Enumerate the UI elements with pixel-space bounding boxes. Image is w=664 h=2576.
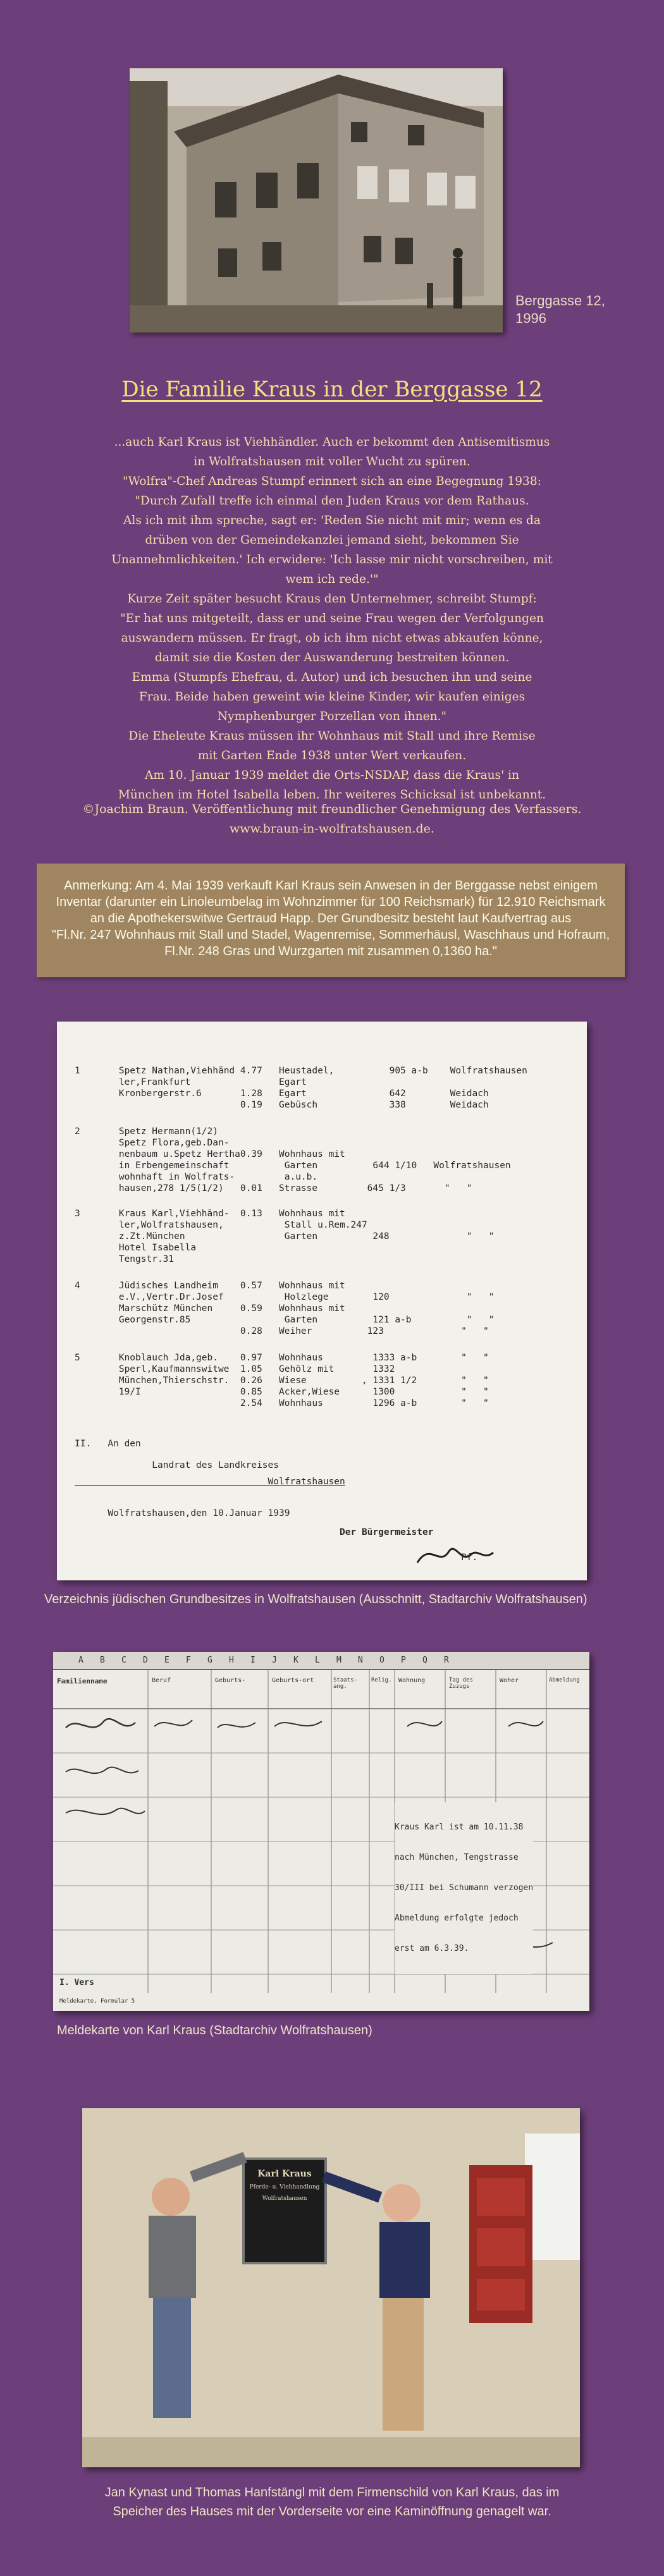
annotation-box <box>37 864 625 977</box>
text-line: Als ich mit ihm spreche, sagt er: 'Reden Sie nicht mit mir; wenn es da <box>123 514 541 527</box>
card-header: Familienname <box>57 1677 108 1685</box>
note-line: "Fl.Nr. 247 Wohnhaus mit Stall und Stadel, Wagenremise, Sommerhäusl, Waschhaus und Hofraum, <box>51 928 610 942</box>
doc-line: 0.19 Gebüsch 338 Weidach <box>75 1100 489 1110</box>
text-line: auswandern müssen. Er fragt, ob ich ihm nicht etwas abkaufen könne, <box>121 632 543 645</box>
card-letter: N <box>358 1656 363 1665</box>
card-letter: B <box>100 1656 105 1665</box>
card-typed-note <box>395 1802 533 1974</box>
sign-text: Wolfratshausen <box>262 2195 307 2202</box>
card-letter: Q <box>422 1656 427 1665</box>
doc-line: 0.28 Weiher 123 " " <box>75 1326 489 1336</box>
doc-line: 3 Kraus Karl,Viehhänd- 0.13 Wohnhaus mit <box>75 1209 345 1219</box>
doc-line: Kronbergerstr.6 1.28 Egart 642 Weidach <box>75 1089 489 1099</box>
sign-photo-illustration <box>82 2108 580 2467</box>
caption-line: Speicher des Hauses mit der Vorderseite vor eine Kaminöffnung genagelt war. <box>113 2505 551 2518</box>
sign-text: Pferde- u. Viehhandlung <box>249 2184 320 2190</box>
typed-line: Kraus Karl ist am 10.11.38 <box>395 1822 524 1832</box>
typed-line: Abmeldung erfolgte jedoch <box>395 1914 519 1923</box>
copyright-line: ©Joachim Braun. Veröffentlichung mit freundlicher Genehmigung des Verfassers. <box>82 802 582 816</box>
doc-line: II. An den <box>75 1439 141 1449</box>
card-header: Staats-ang. <box>333 1677 357 1690</box>
text-line: drüben von der Gemeindekanzlei jemand sieht, bekommen Sie <box>145 534 519 547</box>
card-caption: Meldekarte von Karl Kraus (Stadtarchiv Wolfratshausen) <box>57 2024 372 2037</box>
typed-line: erst am 6.3.39. <box>395 1944 469 1953</box>
house-photo-caption <box>515 292 605 327</box>
doc-line: Landrat des Landkreises <box>75 1460 280 1470</box>
note-line: an die Apothekerswitwe Gertraud Happ. Der Grundbesitz besteht laut Kaufvertrag aus <box>90 912 572 925</box>
doc-line: ler,Wolfratshausen, Stall u.Rem.247 <box>75 1220 367 1230</box>
doc-line: Tengstr.31 <box>75 1254 175 1264</box>
card-letter: D <box>143 1656 148 1665</box>
doc-line: Wolfratshausen <box>75 1477 345 1487</box>
copyright-notice <box>63 800 601 839</box>
doc-line: z.Zt.München Garten 248 " " <box>75 1231 495 1242</box>
doc-line: Sperl,Kaufmannswitwe 1.05 Gehölz mit 1332 <box>75 1364 395 1374</box>
text-line: "Wolfra"-Chef Andreas Stumpf erinnert sich an eine Begegnung 1938: <box>123 475 541 488</box>
text-line: damit sie die Kosten der Auswanderung bestreiten können. <box>154 651 510 664</box>
card-letter: C <box>121 1656 126 1665</box>
card-header: Tag des Zuzugs <box>449 1677 473 1690</box>
card-header: Wohnung <box>398 1677 426 1684</box>
sign-photo <box>82 2108 580 2467</box>
typed-line: 30/III bei Schumann verzogen <box>395 1883 534 1893</box>
page-heading: Die Familie Kraus in der Berggasse 12 <box>121 377 543 402</box>
doc-line: 2.54 Wohnhaus 1296 a-b " " <box>75 1398 489 1408</box>
card-letter: K <box>293 1656 298 1665</box>
doc-line: 19/I 0.85 Acker,Wiese 1300 " " <box>75 1387 489 1397</box>
doc-line: 4 Jüdisches Landheim 0.57 Wohnhaus mit <box>75 1281 345 1291</box>
text-line: mit Garten Ende 1938 unter Wert verkaufen. <box>197 749 467 762</box>
text-line: "Er hat uns mitgeteilt, dass er und seine Frau wegen der Verfolgungen <box>120 612 544 625</box>
house-photo <box>130 68 503 333</box>
card-letter-tabs <box>78 1656 465 1665</box>
card-header: Geburts-ort <box>272 1677 314 1684</box>
doc-line: in Erbengemeinschaft Garten 644 1/10 Wolfratshausen <box>75 1161 511 1171</box>
card-letter: G <box>207 1656 212 1665</box>
text-line: wem ich rede.'" <box>285 573 379 586</box>
card-letter: M <box>336 1656 341 1665</box>
text-line: Nymphenburger Porzellan von ihnen." <box>217 710 447 723</box>
text-line: "Durch Zufall treffe ich einmal den Juden Kraus vor dem Rathaus. <box>135 494 529 508</box>
card-letter: R <box>444 1656 449 1665</box>
card-letter: J <box>272 1656 277 1665</box>
doc-line: ler,Frankfurt Egart <box>75 1077 307 1087</box>
doc-line: Georgenstr.85 Garten 121 a-b " " <box>75 1315 495 1325</box>
doc-line: Spetz Flora,geb.Dan- <box>75 1138 230 1148</box>
text-line: Am 10. Januar 1939 meldet die Orts-NSDAP, dass die Kraus' in <box>144 769 520 782</box>
card-header: Woher <box>500 1677 519 1684</box>
card-header: Geburts- <box>215 1677 246 1684</box>
doc-line: Hotel Isabella <box>75 1243 197 1253</box>
card-header: Abmeldung <box>549 1677 580 1683</box>
card-printer-note: Meldekarte, Formular 5 <box>59 1998 135 2005</box>
text-line: ...auch Karl Kraus ist Viehhändler. Auch er bekommt den Antisemitismus <box>114 436 550 449</box>
note-line: Fl.Nr. 248 Gras und Wurzgarten mit zusammen 0,1360 ha." <box>164 944 497 958</box>
card-letter: H <box>229 1656 234 1665</box>
doc-line: 5 Knoblauch Jda,geb. 0.97 Wohnhaus 1333 a-b " " <box>75 1353 489 1363</box>
note-line: Inventar (darunter ein Linoleumbelag im Wohnzimmer für 100 Reichsmark) für 12.910 Reichsmark <box>56 895 606 909</box>
text-line: München im Hotel Isabella leben. Ihr weiteres Schicksal ist unbekannt. <box>118 788 546 802</box>
house-illustration <box>130 68 503 333</box>
caption-line: Berggasse 12, <box>515 293 605 308</box>
card-letter: F <box>186 1656 191 1665</box>
doc-line: Der Bürgermeister <box>75 1527 434 1537</box>
doc-line: Marschütz München 0.59 Wohnhaus mit <box>75 1303 345 1314</box>
text-line: Emma (Stumpfs Ehefrau, d. Autor) und ich besuchen ihn und seine <box>132 671 532 684</box>
doc1-caption: Verzeichnis jüdischen Grundbesitzes in Wolfratshausen (Ausschnitt, Stadtarchiv Wolfratshausen) <box>44 1592 587 1606</box>
registration-card <box>53 1652 589 2011</box>
card-letter: P <box>401 1656 406 1665</box>
text-line: Die Eheleute Kraus müssen ihr Wohnhaus mit Stall und ihre Remise <box>128 729 536 743</box>
doc-line: München,Thierschstr. 0.26 Wiese , 1331 1/2 " " <box>75 1376 489 1386</box>
card-letter: L <box>315 1656 320 1665</box>
note-line: Anmerkung: Am 4. Mai 1939 verkauft Karl Kraus sein Anwesen in der Berggasse nebst einigem <box>64 879 598 893</box>
text-line: Kurze Zeit später besucht Kraus den Unternehmer, schreibt Stumpf: <box>127 592 537 606</box>
jewish-property-list-document <box>57 1022 587 1580</box>
doc-line: nenbaum u.Spetz Hertha0.39 Wohnhaus mit <box>75 1149 345 1159</box>
website-link[interactable]: www.braun-in-wolfratshausen.de. <box>230 822 434 836</box>
kraus-sign <box>248 2169 321 2202</box>
caption-line: Jan Kynast und Thomas Hanfstängl mit dem Firmenschild von Karl Kraus, das im <box>104 2486 560 2500</box>
doc-line: Pf. <box>75 1553 478 1563</box>
story-text <box>82 432 582 805</box>
typed-line: nach München, Tengstrasse <box>395 1853 519 1862</box>
doc-line: Wolfratshausen,den 10.Januar 1939 <box>75 1508 290 1518</box>
card-letter: I <box>250 1656 255 1665</box>
caption-line: 1996 <box>515 310 546 326</box>
text-line: Unannehmlichkeiten.' Ich erwidere: 'Ich lasse mir nicht vorschreiben, mit <box>111 553 553 566</box>
text-line: in Wolfratshausen mit voller Wucht zu spüren. <box>194 455 470 468</box>
doc-line: 2 Spetz Hermann(1/2) <box>75 1126 218 1137</box>
card-header: Beruf <box>152 1677 171 1684</box>
doc-line: hausen,278 1/5(1/2) 0.01 Strasse 645 1/3 " " <box>75 1183 472 1193</box>
doc-line: e.V.,Vertr.Dr.Josef Holzlege 120 " " <box>75 1292 495 1302</box>
doc-line: wohnhaft in Wolfrats- a.u.b. <box>75 1172 318 1182</box>
sign-text: Karl Kraus <box>257 2169 312 2179</box>
card-footer: I. Vers <box>59 1978 94 1987</box>
card-letter: O <box>379 1656 384 1665</box>
signature-scribble <box>411 1539 512 1570</box>
card-letter: E <box>164 1656 169 1665</box>
sign-photo-caption <box>63 2483 601 2521</box>
card-letter: A <box>78 1656 83 1665</box>
doc-line: 1 Spetz Nathan,Viehhänd 4.77 Heustadel, 905 a-b Wolfratshausen <box>75 1066 527 1076</box>
card-header: Relig. <box>371 1677 392 1683</box>
text-line: Frau. Beide haben geweint wie kleine Kinder, wir kaufen einiges <box>138 690 526 704</box>
